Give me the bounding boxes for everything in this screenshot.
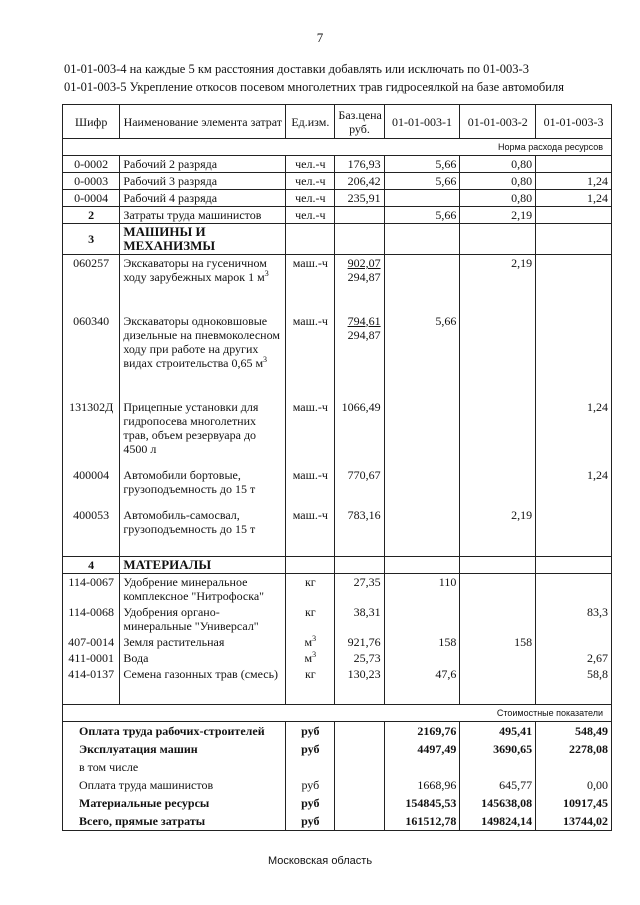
- row-v3: [536, 507, 612, 557]
- total-unit: руб: [286, 794, 335, 812]
- row-v3: [536, 313, 612, 399]
- machinist-row: [63, 207, 612, 224]
- totals-row: [63, 740, 612, 758]
- row-unit: чел.-ч: [286, 173, 335, 190]
- total-v3: 13744,02: [536, 812, 612, 831]
- row-unit: кг: [304, 605, 316, 619]
- header-col1: 01-01-003-1: [384, 105, 460, 139]
- row-v2: [460, 574, 536, 605]
- row-v1: [384, 467, 460, 507]
- row-name: Затраты труда машинистов: [120, 207, 286, 224]
- row-v1: 5,66: [384, 207, 460, 224]
- row-v1: 5,66: [384, 313, 460, 399]
- row-v2: 2,19: [460, 507, 536, 557]
- header-col2: 01-01-003-2: [460, 105, 536, 139]
- note-line-2: 01-01-003-5 Укрепление откосов посевом многолетних трав гидросеялкой на базе автомобиля: [64, 80, 564, 94]
- row-name: Вода: [120, 650, 286, 666]
- row-unit: м: [304, 651, 313, 665]
- row-code: 114-0068: [63, 604, 120, 634]
- total-label: Всего, прямые затраты: [63, 812, 286, 831]
- table-row: [63, 190, 612, 207]
- total-v1: 154845,53: [384, 794, 460, 812]
- total-v1: [384, 758, 460, 776]
- table-row: [63, 634, 612, 650]
- row-name-cell: [120, 255, 286, 313]
- row-name: Рабочий 4 разряда: [120, 190, 286, 207]
- row-v2: 0,80: [460, 156, 536, 173]
- row-v3: 1,24: [536, 399, 612, 467]
- row-price: 25,73: [335, 650, 384, 666]
- row-name-sup: 3: [264, 269, 269, 278]
- total-label: Оплата труда машинистов: [63, 776, 286, 794]
- row-v2: 0,80: [460, 190, 536, 207]
- row-unit: маш.-ч: [286, 467, 335, 507]
- row-code: 114-0067: [63, 574, 120, 605]
- row-price: 794,61: [347, 313, 381, 328]
- row-code: 0-0004: [63, 190, 120, 207]
- page-number: 7: [316, 30, 324, 45]
- row-code: 407-0014: [63, 634, 120, 650]
- row-code: 060257: [63, 255, 120, 313]
- row-v3: 1,24: [536, 173, 612, 190]
- row-unit: маш.-ч: [286, 399, 335, 467]
- row-unit: чел.-ч: [286, 207, 335, 224]
- row-code: 400004: [63, 467, 120, 507]
- row-price-cell: [335, 313, 384, 399]
- table-row: [63, 666, 612, 704]
- row-v3: 83,3: [536, 604, 612, 634]
- row-price: 770,67: [335, 467, 384, 507]
- row-unit: чел.-ч: [286, 156, 335, 173]
- row-v1: 5,66: [384, 156, 460, 173]
- totals-row: [63, 721, 612, 740]
- row-unit: маш.-ч: [286, 255, 335, 313]
- row-v1: 110: [384, 574, 460, 605]
- row-unit-cell: [286, 574, 335, 605]
- row-unit: маш.-ч: [286, 313, 335, 399]
- row-v2: 158: [460, 634, 536, 650]
- row-code: 400053: [63, 507, 120, 557]
- row-price-2: 294,87: [347, 327, 381, 342]
- row-name: Земля растительная: [120, 634, 286, 650]
- total-v3: 0,00: [536, 776, 612, 794]
- row-code: 414-0137: [63, 666, 120, 704]
- row-price-cell: [335, 255, 384, 313]
- row-unit: маш.-ч: [286, 507, 335, 557]
- total-v1: 161512,78: [384, 812, 460, 831]
- row-unit: кг: [304, 667, 316, 681]
- row-unit-sup: 3: [312, 634, 317, 643]
- row-v1: [384, 399, 460, 467]
- row-price: [335, 207, 384, 224]
- header-price: Баз.цена руб.: [335, 105, 384, 139]
- total-v3: 548,49: [536, 721, 612, 740]
- row-v1: [384, 190, 460, 207]
- totals-row: [63, 758, 612, 776]
- note-line-1: 01-01-003-4 на каждые 5 км расстояния доставки добавлять или исключать по 01-003-3: [64, 62, 529, 76]
- row-name: Автомобили бортовые, грузоподъемность до 15 т: [120, 467, 286, 507]
- row-code: 411-0001: [63, 650, 120, 666]
- total-unit: руб: [286, 721, 335, 740]
- table-row: [63, 313, 612, 399]
- row-code: 0-0003: [63, 173, 120, 190]
- row-unit-sup: 3: [312, 650, 317, 659]
- row-v1: [384, 255, 460, 313]
- total-v1: 1668,96: [384, 776, 460, 794]
- row-price: 130,23: [335, 666, 384, 704]
- row-v1: [384, 507, 460, 557]
- table-row: [63, 574, 612, 605]
- row-v2: [460, 666, 536, 704]
- total-v3: 2278,08: [536, 740, 612, 758]
- section-machines: [63, 224, 612, 255]
- total-unit: [286, 758, 335, 776]
- table-row: [63, 255, 612, 313]
- row-v1: 158: [384, 634, 460, 650]
- row-name: Удобрения органо-минеральные "Универсал": [120, 604, 286, 634]
- row-price: 38,31: [335, 604, 384, 634]
- row-name: Автомобиль-самосвал, грузоподъемность до 15 т: [120, 507, 286, 557]
- header-col3: 01-01-003-3: [536, 105, 612, 139]
- row-code: 060340: [63, 313, 120, 399]
- row-unit-cell: [286, 604, 335, 634]
- row-v1: 5,66: [384, 173, 460, 190]
- row-v2: 0,80: [460, 173, 536, 190]
- totals-row: [63, 794, 612, 812]
- total-unit: руб: [286, 812, 335, 831]
- table-row: [63, 507, 612, 557]
- row-price: 902,07: [347, 256, 381, 270]
- row-unit: чел.-ч: [286, 190, 335, 207]
- row-code: 131302Д: [63, 399, 120, 467]
- row-v2: [460, 399, 536, 467]
- total-v2: 645,77: [460, 776, 536, 794]
- row-v1: 47,6: [384, 666, 460, 704]
- row-v3: 58,8: [536, 666, 612, 704]
- table-row: [63, 604, 612, 634]
- total-label: в том числе: [63, 758, 286, 776]
- header-code: Шифр: [63, 105, 120, 139]
- row-name: Прицепные установки для гидропосева многолетних трав, объем резервуара до 4500 л: [120, 399, 286, 467]
- subheader-costs: Стоимостные показатели: [63, 704, 612, 721]
- row-price: 176,93: [335, 156, 384, 173]
- row-code: 0-0002: [63, 156, 120, 173]
- row-v2: 2,19: [460, 255, 536, 313]
- row-v2: [460, 313, 536, 399]
- total-label: Материальные ресурсы: [63, 794, 286, 812]
- total-v2: 149824,14: [460, 812, 536, 831]
- total-v2: [460, 758, 536, 776]
- row-v2: 2,19: [460, 207, 536, 224]
- resource-table: [62, 104, 612, 831]
- row-name-sup: 3: [263, 354, 268, 364]
- section-materials: [63, 557, 612, 574]
- total-label: Оплата труда рабочих-строителей: [63, 721, 286, 740]
- row-name-cell: [120, 313, 286, 399]
- subheader-norms: Норма расхода ресурсов: [63, 139, 612, 156]
- row-v1: [384, 604, 460, 634]
- row-v3: [536, 574, 612, 605]
- total-v3: [536, 758, 612, 776]
- total-v2: 495,41: [460, 721, 536, 740]
- table-row: [63, 650, 612, 666]
- row-unit-cell: [286, 650, 335, 666]
- row-v2: [460, 650, 536, 666]
- row-price: 235,91: [335, 190, 384, 207]
- table-row: [63, 467, 612, 507]
- row-unit-cell: [286, 666, 335, 704]
- section-code: 4: [63, 557, 120, 574]
- row-unit: кг: [304, 575, 316, 589]
- table-row: [63, 399, 612, 467]
- row-unit: м: [304, 635, 313, 649]
- row-v3: [536, 207, 612, 224]
- row-v1: [384, 650, 460, 666]
- header-unit: Ед.изм.: [286, 105, 335, 139]
- table-row: [63, 156, 612, 173]
- total-label: Эксплуатация машин: [63, 740, 286, 758]
- row-v2: [460, 604, 536, 634]
- header-name: Наименование элемента затрат: [120, 105, 286, 139]
- row-name: Экскаваторы на гусеничном ходу зарубежных марок 1 м: [123, 256, 267, 284]
- total-unit: руб: [286, 776, 335, 794]
- section-title: МАШИНЫ И МЕХАНИЗМЫ: [120, 224, 286, 255]
- table-row: [63, 173, 612, 190]
- row-unit-cell: [286, 634, 335, 650]
- row-price: 206,42: [335, 173, 384, 190]
- row-v3: 2,67: [536, 650, 612, 666]
- row-price: 783,16: [335, 507, 384, 557]
- row-price-2: 294,87: [347, 270, 381, 284]
- total-v2: 145638,08: [460, 794, 536, 812]
- footer-region: Московская область: [267, 855, 373, 867]
- row-v3: [536, 634, 612, 650]
- section-title: МАТЕРИАЛЫ: [120, 557, 286, 574]
- total-v3: 10917,45: [536, 794, 612, 812]
- row-name: Удобрение минеральное комплексное "Нитрофоска": [120, 574, 286, 605]
- row-name: Рабочий 2 разряда: [120, 156, 286, 173]
- row-v3: 1,24: [536, 467, 612, 507]
- row-price: 1066,49: [335, 399, 384, 467]
- row-v3: [536, 156, 612, 173]
- row-price: 27,35: [335, 574, 384, 605]
- total-v1: 4497,49: [384, 740, 460, 758]
- total-v1: 2169,76: [384, 721, 460, 740]
- header-row: [63, 105, 612, 139]
- row-price: 921,76: [335, 634, 384, 650]
- row-v3: [536, 255, 612, 313]
- row-v2: [460, 467, 536, 507]
- section-code: 3: [63, 224, 120, 255]
- row-name: Рабочий 3 разряда: [120, 173, 286, 190]
- row-name: Экскаваторы одноковшовые дизельные на пневмоколесном ходу при работе на других видах строительства 0,65 м: [123, 313, 280, 370]
- totals-row: [63, 776, 612, 794]
- row-code: 2: [63, 207, 120, 224]
- total-unit: руб: [286, 740, 335, 758]
- row-v3: 1,24: [536, 190, 612, 207]
- row-name: Семена газонных трав (смесь): [120, 666, 286, 704]
- totals-row: [63, 812, 612, 831]
- total-v2: 3690,65: [460, 740, 536, 758]
